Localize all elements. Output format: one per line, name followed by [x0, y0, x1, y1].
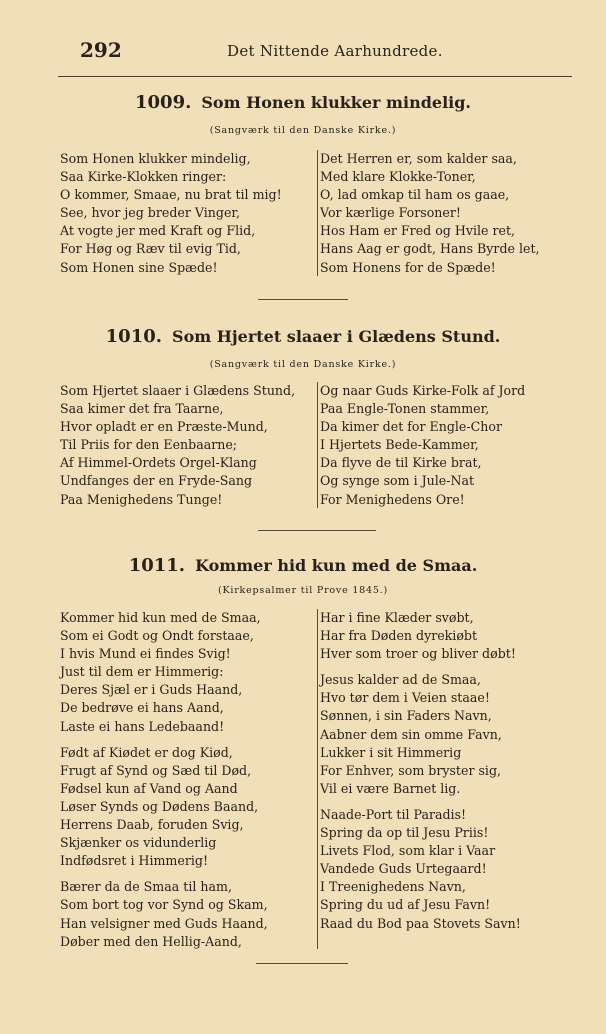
- hymn-source: (Sangværk til den Danske Kirke.): [209, 359, 397, 370]
- verse-line: Som Honens for de Spæde!: [320, 259, 496, 275]
- verse-line: Til Priis for den Eenbaarne;: [60, 437, 238, 453]
- page-header: [72, 36, 572, 66]
- verse-line: Det Herren er, som kalder saa,: [320, 151, 517, 166]
- verse-line: Just til dem er Himmerig:: [60, 664, 224, 680]
- verse-line: Fødsel kun af Vand og Aand: [60, 780, 238, 796]
- stanza: [320, 382, 578, 509]
- column-divider: [317, 382, 318, 508]
- verse-line: Har i fine Klæder svøbt,: [320, 610, 474, 625]
- verse-line: At vogte jer med Kraft og Flid,: [60, 223, 256, 239]
- hymn-heading: Som Honen klukker mindelig.: [201, 93, 471, 112]
- verse-column-right: [320, 382, 578, 517]
- verse-column-left: [60, 150, 310, 285]
- stanza: [60, 744, 310, 871]
- verse-line: Som bort tog vor Synd og Skam,: [60, 897, 268, 913]
- verse-line: Og naar Guds Kirke-Folk af Jord: [320, 383, 526, 398]
- column-divider: [317, 150, 318, 276]
- verse-line: Hvo tør dem i Veien staae!: [320, 690, 490, 706]
- section-separator: [258, 299, 348, 300]
- verse-line: Paa Engle-Tonen stammer,: [320, 401, 490, 417]
- verse-column-right: [320, 150, 578, 285]
- header-rule: [58, 76, 572, 77]
- verse-line: Døber med den Hellig-Aand,: [60, 933, 242, 949]
- verse-line: Livets Flod, som klar i Vaar: [320, 843, 496, 859]
- column-divider: [317, 609, 318, 949]
- hymn-source: (Kirkepsalmer til Prove 1845.): [217, 585, 389, 596]
- section-separator: [256, 963, 348, 964]
- verse-line: Han velsigner med Guds Haand,: [60, 915, 268, 931]
- hymn-heading: Kommer hid kun med de Smaa.: [195, 556, 478, 575]
- verse-line: Sønnen, i sin Faders Navn,: [320, 708, 492, 724]
- verse-line: Aabner dem sin omme Favn,: [320, 726, 502, 742]
- verse-column-left: [60, 609, 310, 959]
- verse-line: Raad du Bod paa Stovets Savn!: [320, 915, 521, 931]
- verse-line: Har fra Døden dyrekiøbt: [320, 628, 478, 644]
- hymn-verses: [58, 382, 578, 510]
- stanza: [60, 609, 310, 736]
- stanza: [320, 150, 578, 277]
- hymn-heading: Som Hjertet slaaer i Glædens Stund.: [172, 327, 501, 346]
- hymn-title: [0, 92, 606, 113]
- verse-line: Lukker i sit Himmerig: [320, 744, 462, 760]
- stanza: [320, 609, 578, 663]
- verse-line: Undfanges der en Fryde-Sang: [60, 473, 253, 489]
- section-separator: [258, 530, 376, 531]
- hymn-number: 1009.: [135, 92, 192, 113]
- verse-line: For Høg og Ræv til evig Tid,: [60, 241, 241, 257]
- verse-line: Bærer da de Smaa til ham,: [60, 879, 232, 895]
- verse-line: Som Hjertet slaaer i Glædens Stund,: [60, 383, 296, 398]
- verse-line: Laste ei hans Ledebaand!: [60, 718, 225, 734]
- verse-line: Som Honen klukker mindelig,: [60, 151, 251, 166]
- verse-line: Saa kimer det fra Taarne,: [60, 401, 224, 417]
- verse-column-right: [320, 609, 578, 941]
- verse-line: Med klare Klokke-Toner,: [320, 169, 476, 185]
- hymn-number: 1010.: [105, 326, 163, 347]
- verse-line: Naade-Port til Paradis!: [320, 806, 467, 822]
- verse-line: Vil ei være Barnet lig.: [320, 780, 461, 796]
- hymn-source: (Sangværk til den Danske Kirke.): [209, 125, 397, 136]
- verse-line: Herrens Daab, foruden Svig,: [60, 817, 244, 833]
- verse-line: O kommer, Smaae, nu brat til mig!: [60, 187, 282, 203]
- verse-column-left: [60, 382, 310, 517]
- hymn-verses: [58, 609, 578, 954]
- verse-line: Frugt af Synd og Sæd til Død,: [60, 762, 252, 778]
- verse-line: Da kimer det for Engle-Chor: [320, 419, 502, 435]
- verse-line: Løser Synds og Dødens Baand,: [60, 798, 259, 814]
- hymn-title: [0, 326, 606, 347]
- verse-line: Hvor opladt er en Præste-Mund,: [60, 419, 268, 435]
- verse-line: O, lad omkap til ham os gaae,: [320, 187, 510, 203]
- verse-line: Af Himmel-Ordets Orgel-Klang: [60, 455, 257, 471]
- verse-line: Paa Menighedens Tunge!: [60, 491, 223, 507]
- verse-line: I hvis Mund ei findes Svig!: [60, 646, 231, 662]
- verse-line: Jesus kalder ad de Smaa,: [320, 672, 481, 688]
- verse-line: I Hjertets Bede-Kammer,: [320, 437, 479, 453]
- page-number: 292: [80, 38, 122, 62]
- verse-line: See, hvor jeg breder Vinger,: [60, 205, 241, 221]
- verse-line: Som Honen sine Spæde!: [60, 259, 218, 275]
- hymn-verses: [58, 150, 578, 278]
- verse-line: Spring du ud af Jesu Favn!: [320, 897, 491, 913]
- stanza: [60, 878, 310, 950]
- verse-line: Hver som troer og bliver døbt!: [320, 646, 516, 662]
- verse-line: For Menighedens Ore!: [320, 491, 465, 507]
- verse-line: Kommer hid kun med de Smaa,: [60, 610, 261, 625]
- hymn-title: [0, 555, 606, 576]
- verse-line: Indfødsret i Himmerig!: [60, 853, 209, 869]
- verse-line: Som ei Godt og Ondt forstaae,: [60, 628, 254, 644]
- verse-line: De bedrøve ei hans Aand,: [60, 700, 224, 716]
- verse-line: Hans Aag er godt, Hans Byrde let,: [320, 241, 540, 257]
- verse-line: Hos Ham er Fred og Hvile ret,: [320, 223, 516, 239]
- running-title: Det Nittende Aarhundrede.: [227, 42, 443, 60]
- verse-line: Da flyve de til Kirke brat,: [320, 455, 482, 471]
- stanza: [320, 671, 578, 798]
- verse-line: Og synge som i Jule-Nat: [320, 473, 475, 489]
- verse-line: Vandede Guds Urtegaard!: [320, 861, 487, 877]
- verse-line: Deres Sjæl er i Guds Haand,: [60, 682, 243, 698]
- verse-line: Skjænker os vidunderlig: [60, 835, 217, 851]
- verse-line: I Treenighedens Navn,: [320, 879, 466, 895]
- verse-line: Saa Kirke-Klokken ringer:: [60, 169, 227, 185]
- stanza: [60, 150, 310, 277]
- hymn-number: 1011.: [128, 555, 186, 576]
- verse-line: For Enhver, som bryster sig,: [320, 762, 502, 778]
- verse-line: Vor kærlige Forsoner!: [320, 205, 461, 221]
- verse-line: Spring da op til Jesu Priis!: [320, 825, 489, 841]
- verse-line: Født af Kiødet er dog Kiød,: [60, 744, 233, 760]
- stanza: [60, 382, 310, 509]
- stanza: [320, 806, 578, 933]
